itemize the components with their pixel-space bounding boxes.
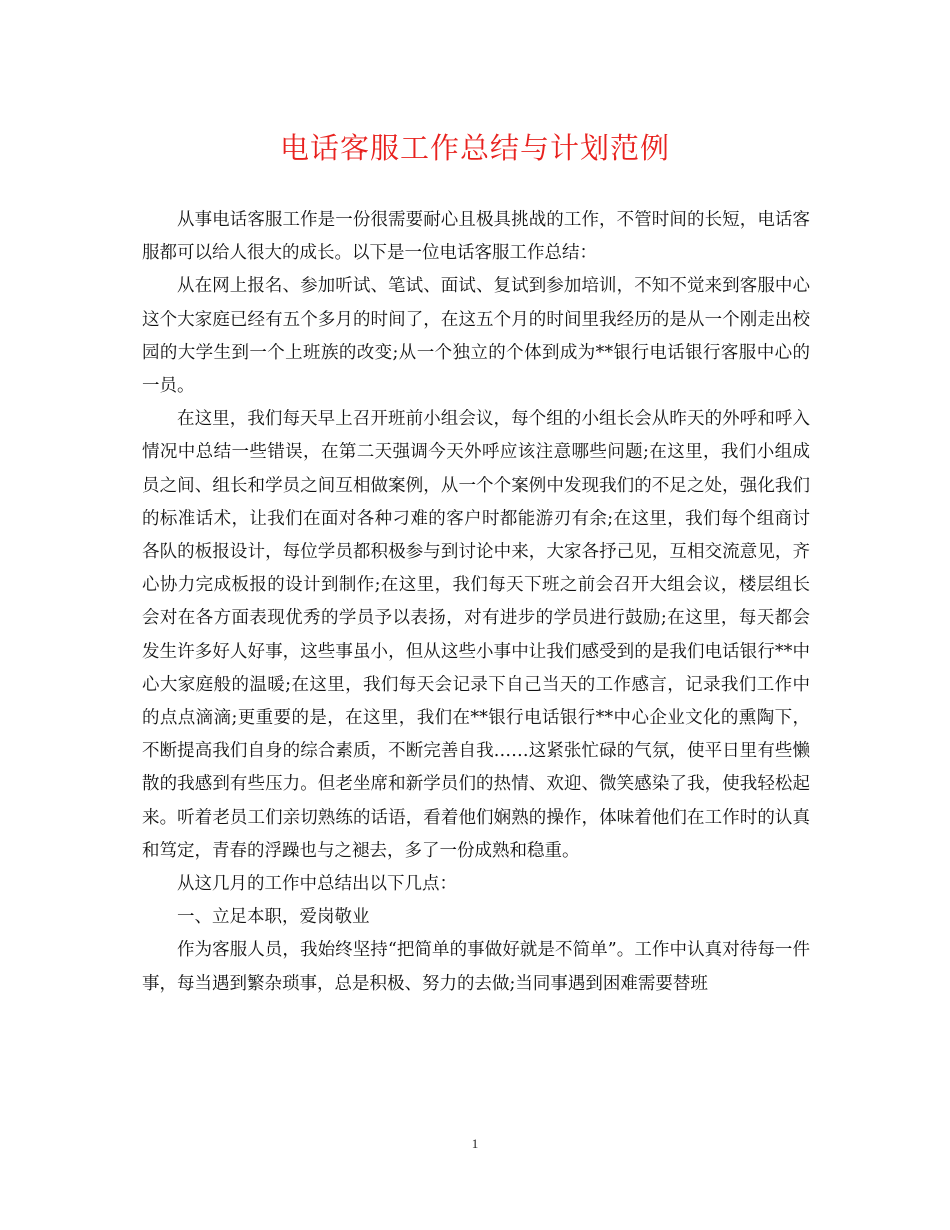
paragraph-section-1: 作为客服人员，我始终坚持“把简单的事做好就是不简单”。工作中认真对待每一件事，每当遇到繁杂琐事，总是积极、努力的去做;当同事遇到困难需要替班 xyxy=(142,940,810,994)
section-heading-1: 一、立足本职，爱岗敬业 xyxy=(177,907,370,928)
paragraph-summary-intro: 从这几月的工作中总结出以下几点： xyxy=(177,874,457,895)
paragraph-daily-work: 在这里，我们每天早上召开班前小组会议，每个组的小组长会从昨天的外呼和呼入情况中总结一些错误，在第二天强调今天外呼应该注意哪些问题;在这里，我们小组成员之间、组长和学员之间互相做案例，从一个个案例中发现我们的不足之处，强化我们的标准话术，让我们在面对各种刁难的客户时都能游刃有余;在这里，我们每个组商讨各队的板报设计，每位学员都积极参与到讨论中来，大家各抒己见，互相交流意见，齐心协力完成板报的设计到制作;在这里，我们每天下班之前会召开大组会议，楼层组长会对在各方面表现优秀的学员予以表扬，对有进步的学员进行鼓励;在这里，每天都会发生许多好人好事，这些事虽小，但从这些小事中让我们感受到的是我们电话银行**中心大家庭般的温暖;在这里，我们每天会记录下自己当天的工作感言，记录我们工作中的点点滴滴;更重要的是，在这里，我们在**银行电话银行**中心企业文化的熏陶下，不断提高我们自身的综合素质，不断完善自我……这紧张忙碌的气氛，使平日里有些懒散的我感到有些压力。但老坐席和新学员们的热情、欢迎、微笑感染了我，使我轻松起来。听着老员工们亲切熟练的话语，看着他们娴熟的操作，体味着他们在工作时的认真和笃定，青春的浮躁也与之褪去，多了一份成熟和稳重。 xyxy=(142,409,810,861)
paragraph-intro: 从事电话客服工作是一份很需要耐心且极具挑战的工作，不管时间的长短，电话客服都可以给人很大的成长。以下是一位电话客服工作总结： xyxy=(142,210,810,264)
document-body xyxy=(142,204,810,1001)
paragraph-experience: 从在网上报名、参加听试、笔试、面试、复试到参加培训，不知不觉来到客服中心这个大家庭已经有五个多月的时间了，在这五个月的时间里我经历的是从一个刚走出校园的大学生到一个上班族的改变;从一个独立的个体到成为**银行电话银行客服中心的一员。 xyxy=(142,276,810,397)
page-number: 1 xyxy=(471,1136,479,1151)
document-title: 电话客服工作总结与计划范例 xyxy=(279,131,670,165)
